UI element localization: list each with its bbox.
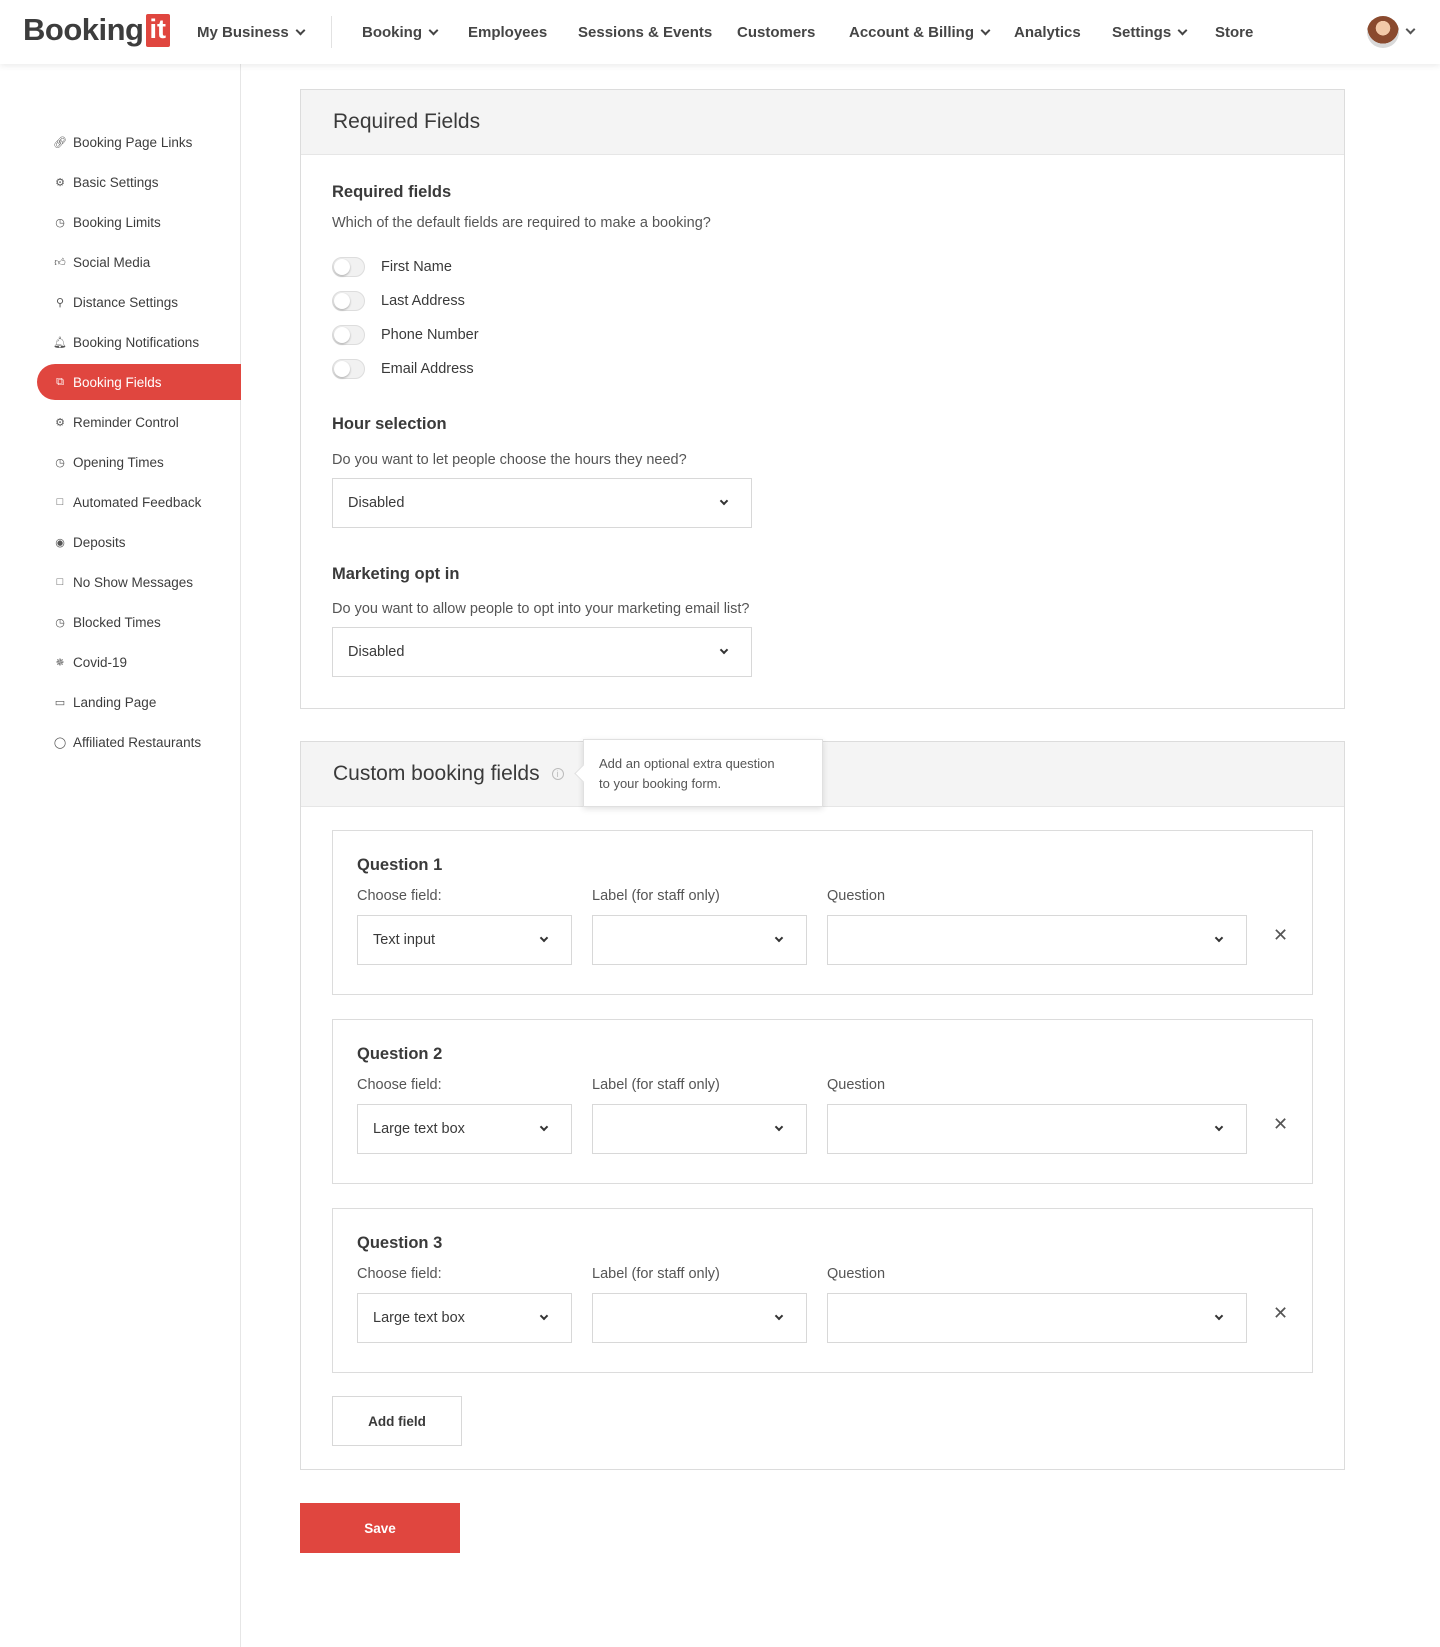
chevron-down-icon (1178, 25, 1188, 35)
chevron-down-icon (775, 1123, 783, 1131)
question-2-label-select[interactable] (592, 1104, 807, 1154)
question-label: Question (827, 888, 886, 904)
chevron-down-icon (1215, 1312, 1223, 1320)
choose-field-label: Choose field: (357, 1266, 442, 1282)
sidebar-item-distance-settings[interactable]: ⚲ Distance Settings (37, 284, 241, 320)
thumbs-up-icon: 👍︎ (54, 256, 66, 269)
phone-number-toggle[interactable] (332, 325, 365, 345)
sidebar-item-blocked-times[interactable]: ◷ Blocked Times (37, 604, 241, 640)
question-3-title: Question 3 (357, 1234, 443, 1252)
chevron-down-icon (540, 1123, 548, 1131)
info-icon[interactable]: i (552, 768, 564, 780)
question-1-field-type-select[interactable]: Text input (357, 915, 572, 965)
brand-logo[interactable]: Booking it (23, 12, 170, 48)
nav-customers[interactable]: Customers (737, 23, 816, 41)
coin-icon: ◉ (55, 536, 65, 549)
chat-icon: □ (56, 496, 64, 508)
question-label: Question (827, 1077, 886, 1093)
save-button[interactable]: Save (300, 1503, 460, 1553)
circle-icon: ◯ (53, 736, 67, 749)
nav-booking[interactable]: Booking (362, 0, 437, 64)
chevron-down-icon (720, 646, 728, 654)
question-2-remove-close-icon[interactable]: ✕ (1273, 1114, 1289, 1134)
required-fields-subtitle: Which of the default fields are required to make a booking? (332, 215, 711, 231)
monitor-icon: ▭ (54, 696, 66, 709)
clock-icon: ◷ (55, 616, 65, 629)
question-3-label-select[interactable] (592, 1293, 807, 1343)
sidebar-item-booking-limits[interactable]: ◷ Booking Limits (37, 204, 241, 240)
toggle-row-last-address[interactable]: Last Address (332, 290, 465, 312)
question-1-label-select[interactable] (592, 915, 807, 965)
question-2-question-select[interactable] (827, 1104, 1247, 1154)
required-fields-card-title: Required Fields (301, 90, 1344, 155)
sidebar-item-landing-page[interactable]: ▭ Landing Page (54, 694, 157, 710)
staff-label-label: Label (for staff only) (592, 1077, 720, 1093)
sidebar-item-automated-feedback[interactable]: □ Automated Feedback (37, 484, 241, 520)
virus-icon: ✵ (55, 656, 65, 669)
sidebar-item-social-media[interactable]: 👍︎ Social Media (54, 254, 151, 270)
custom-fields-tooltip: Add an optional extra question to your booking form. (583, 739, 823, 807)
hour-selection-select[interactable]: Disabled (332, 478, 752, 528)
nav-employees[interactable]: Employees (468, 23, 548, 41)
custom-booking-fields-title: Custom booking fields (333, 762, 540, 785)
chevron-down-icon (1215, 934, 1223, 942)
marketing-opt-in-select[interactable]: Disabled (332, 627, 752, 677)
fields-icon: ⧉ (56, 375, 64, 388)
question-1-question-select[interactable] (827, 915, 1247, 965)
question-3-question-select[interactable] (827, 1293, 1247, 1343)
required-fields-title: Required fields (332, 183, 452, 201)
nav-store[interactable]: Store (1215, 23, 1254, 41)
add-field-button[interactable]: Add field (332, 1396, 462, 1446)
user-avatar[interactable] (1367, 16, 1399, 48)
settings-sidebar (0, 64, 241, 1647)
nav-divider (331, 16, 332, 48)
nav-sessions-events[interactable]: Sessions & Events (578, 23, 713, 41)
toggle-row-first-name[interactable]: First Name (332, 256, 452, 278)
sidebar-item-booking-page-links[interactable]: 🔗︎ Booking Page Links (53, 134, 193, 150)
nav-my-business[interactable]: My Business (197, 0, 304, 64)
chevron-down-icon (775, 1312, 783, 1320)
sidebar-item-basic-settings[interactable]: ⚙ Basic Settings (37, 164, 241, 200)
nav-account-billing[interactable]: Account & Billing (849, 0, 989, 64)
choose-field-label: Choose field: (357, 1077, 442, 1093)
chevron-down-icon (540, 934, 548, 942)
message-icon: □ (56, 576, 64, 588)
staff-label-label: Label (for staff only) (592, 1266, 720, 1282)
last-address-toggle[interactable] (332, 291, 365, 311)
question-label: Question (827, 1266, 886, 1282)
sidebar-item-opening-times[interactable]: ◷ Opening Times (37, 444, 241, 480)
chevron-down-icon (295, 25, 305, 35)
question-2-field-type-select[interactable]: Large text box (357, 1104, 572, 1154)
marketing-opt-in-title: Marketing opt in (332, 565, 460, 583)
top-navigation-bar (0, 0, 1440, 64)
question-3-field-type-select[interactable]: Large text box (357, 1293, 572, 1343)
alarm-icon: ◷ (55, 216, 65, 229)
first-name-toggle[interactable] (332, 257, 365, 277)
question-1-remove-close-icon[interactable]: ✕ (1273, 925, 1289, 945)
clock-icon: ◷ (55, 456, 65, 469)
chevron-down-icon (981, 25, 991, 35)
link-icon: 🔗︎ (53, 136, 67, 149)
chevron-down-icon (1215, 1123, 1223, 1131)
chevron-down-icon (775, 934, 783, 942)
required-fields-card (300, 89, 1345, 709)
sidebar-item-booking-notifications[interactable]: 🔔︎ Booking Notifications (53, 334, 200, 350)
sidebar-item-booking-fields[interactable]: ⧉ Booking Fields (37, 364, 241, 400)
nav-analytics[interactable]: Analytics (1014, 23, 1081, 41)
sliders-icon: ⚙ (55, 416, 65, 429)
marketing-opt-in-subtitle: Do you want to allow people to opt into your marketing email list? (332, 601, 750, 617)
question-3-box (332, 1208, 1313, 1373)
location-pin-icon: ⚲ (55, 296, 65, 309)
bell-icon: 🔔︎ (53, 336, 67, 349)
sidebar-item-no-show-messages[interactable]: □ No Show Messages (37, 564, 241, 600)
question-1-title: Question 1 (357, 856, 443, 874)
sidebar-item-affiliated-restaurants[interactable]: ◯ Affiliated Restaurants (53, 734, 202, 750)
sidebar-item-deposits[interactable]: ◉ Deposits (37, 524, 241, 560)
question-1-box (332, 830, 1313, 995)
staff-label-label: Label (for staff only) (592, 888, 720, 904)
question-3-remove-close-icon[interactable]: ✕ (1273, 1303, 1289, 1323)
question-2-box (332, 1019, 1313, 1184)
chevron-down-icon (720, 497, 728, 505)
email-address-toggle[interactable] (332, 359, 365, 379)
nav-settings[interactable]: Settings (1112, 0, 1186, 64)
hour-selection-title: Hour selection (332, 415, 447, 433)
toggle-row-phone-number[interactable]: Phone Number (332, 324, 479, 346)
choose-field-label: Choose field: (357, 888, 442, 904)
question-2-title: Question 2 (357, 1045, 443, 1063)
chevron-down-icon (540, 1312, 548, 1320)
custom-booking-fields-card (300, 741, 1345, 1470)
chevron-down-icon (429, 25, 439, 35)
chevron-down-icon[interactable] (1406, 25, 1416, 35)
sidebar-item-covid-19[interactable]: ✵ Covid-19 (37, 644, 241, 680)
toggle-row-email-address[interactable]: Email Address (332, 358, 474, 380)
gear-icon: ⚙ (55, 176, 65, 189)
hour-selection-subtitle: Do you want to let people choose the hours they need? (332, 452, 687, 468)
sidebar-item-reminder-control[interactable]: ⚙ Reminder Control (37, 404, 241, 440)
